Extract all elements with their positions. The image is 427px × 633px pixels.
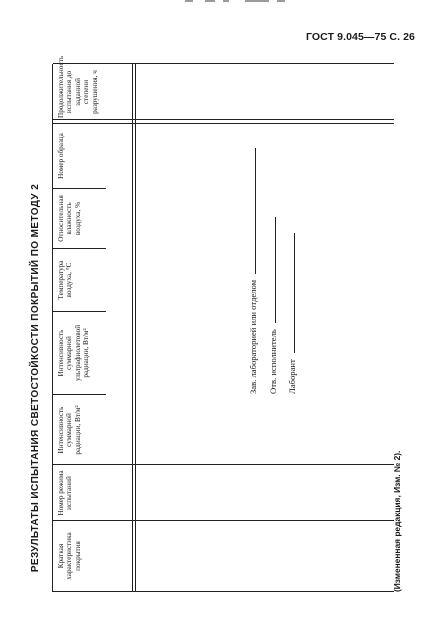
- rotated-page: [16, 48, 416, 608]
- col-header-air-temperature: Температура воздуха, °C: [57, 260, 74, 300]
- signature-lab-assistant: [287, 233, 297, 394]
- signature-responsible-line: [275, 217, 276, 323]
- col-header-duration: Продолжительность испытания до заданной степени разрушения, ч: [57, 55, 99, 118]
- document-code: ГОСТ 9.045—75 С. 26: [306, 31, 416, 43]
- col-header-mode: Номер режима испытаний: [57, 470, 74, 516]
- table-header-rule-double: [135, 64, 136, 592]
- revision-note: (Измененная редакция, Изм. № 2).: [392, 450, 402, 592]
- signature-lab-head-line: [255, 148, 256, 274]
- signature-lab-head: [248, 148, 258, 394]
- col-header-coating: Краткая характеристика покрытия: [57, 532, 82, 580]
- results-table: [52, 55, 133, 592]
- col-header-humidity: Относительная влажность воздуха, %: [57, 195, 82, 242]
- col-header-total-radiation: Интенсивность суммарной радиации, Вт/м²: [57, 405, 82, 455]
- table-header-rule: [132, 64, 133, 592]
- table-title: РЕЗУЛЬТАТЫ ИСПЫТАНИЯ СВЕТОСТОЙКОСТИ ПОКРЫТИЙ ПО МЕТОДУ 2: [30, 183, 41, 573]
- signature-responsible-label: Отв. исполнитель: [268, 329, 278, 394]
- signature-lab-assistant-line: [294, 233, 295, 353]
- col-header-uv-radiation: Интенсивность суммарной ультрафиолетовой радиации, Вт/м²: [57, 324, 91, 382]
- signature-lab-assistant-label: Лаборант: [287, 359, 297, 394]
- signature-lab-head-label: Зав. лабораторией или отделом: [248, 279, 258, 394]
- col-header-sample-number: Номер образца: [57, 133, 65, 179]
- scan-specks: [185, 0, 295, 3]
- signature-responsible: [268, 217, 278, 394]
